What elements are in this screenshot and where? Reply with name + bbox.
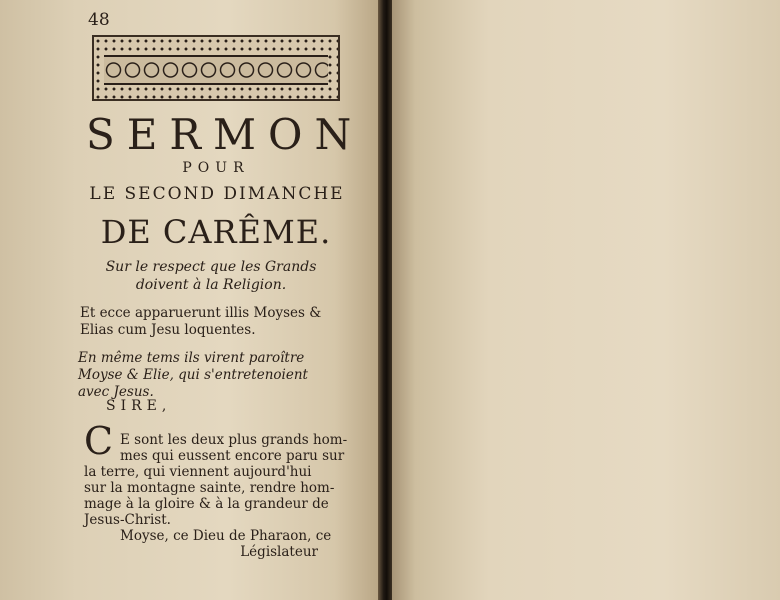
title-dimanche: LE SECOND DIMANCHE <box>89 184 345 204</box>
body-line: Moyse, ce Dieu de Pharaon, ce <box>120 528 332 544</box>
headpiece-ornament <box>92 35 340 101</box>
epigraph-translation: En même tems ils virent paroître Moyse & Elie, qui s'entretenoient avec Jesus. <box>78 350 308 400</box>
body-line: Jesus-Christ. <box>84 512 171 528</box>
body-line: sur la montagne sainte, rendre hom- <box>84 480 335 496</box>
body-line: mage à la gloire & à la grandeur de <box>84 496 329 512</box>
address-sire: SIRE, <box>106 398 172 414</box>
latin-epigraph: Et ecce apparuerunt illis Moyses & Elias cum Jesu loquentes. <box>80 305 322 338</box>
drop-cap: C <box>84 419 114 463</box>
body-line: la terre, qui viennent aujourd'hui <box>84 464 312 480</box>
page-number-left: 48 <box>88 10 110 30</box>
catchword-left: Législateur <box>240 544 318 560</box>
body-line: E sont les deux plus grands hom- <box>120 432 348 448</box>
title-sermon: SERMON <box>86 110 364 159</box>
title-pour: POUR <box>182 160 250 176</box>
right-page <box>392 0 780 600</box>
left-page <box>0 0 380 600</box>
left-body-text <box>84 432 348 560</box>
ornament-band <box>104 55 328 85</box>
sermon-subtitle: Sur le respect que les Grands doivent à la Religion. <box>105 259 317 293</box>
body-line: mes qui eussent encore paru sur <box>120 448 345 464</box>
title-careme: DE CARÊME. <box>100 213 332 251</box>
